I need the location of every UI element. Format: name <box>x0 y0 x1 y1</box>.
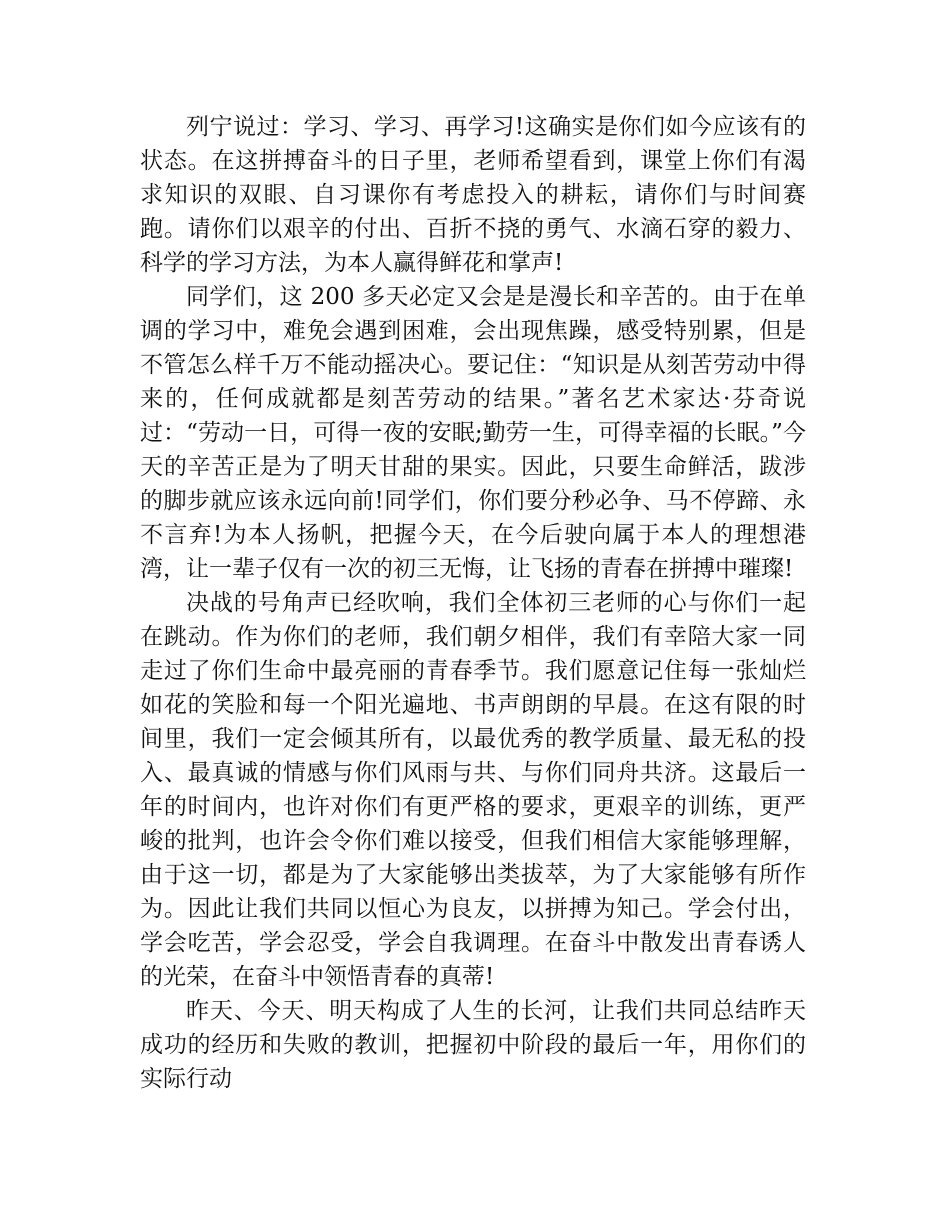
paragraph-3: 决战的号角声已经吹响，我们全体初三老师的心与你们一起在跳动。作为你们的老师，我们朝夕相伴，我们有幸陪大家一同走过了你们生命中最亮丽的青春季节。我们愿意记住每一张灿烂如花的笑脸和每一个阳光遍地、书声朗朗的早晨。在这有限的时间里，我们一定会倾其所有，以最优秀的教学质量、最无私的投入、最真诚的情感与你们风雨与共、与你们同舟共济。这最后一年的时间内，也许对你们有更严格的要求，更艰辛的训练，更严峻的批判，也许会令你们难以接受，但我们相信大家能够理解，由于这一切，都是为了大家能够出类拔萃，为了大家能够有所作为。因此让我们共同以恒心为良友，以拼搏为知己。学会付出，学会吃苦，学会忍受，学会自我调理。在奋斗中散发出青春诱人的光荣，在奋斗中领悟青春的真蒂! <box>140 590 806 990</box>
paragraph-2: 同学们，这 200 多天必定又会是是漫长和辛苦的。由于在单调的学习中，难免会遇到困难，会出现焦躁，感受特别累，但是不管怎么样千万不能动摇决心。要记住：“知识是从刻苦劳动中得来的，任何成就都是刻苦劳动的结果。”著名艺术家达·芬奇说过：“劳动一日，可得一夜的安眠;勤劳一生，可得幸福的长眠。”今天的辛苦正是为了明天甘甜的果实。因此，只要生命鲜活，跋涉的脚步就应该永远向前!同学们，你们要分秒必争、马不停蹄、永不言弃!为本人扬帆，把握今天，在今后驶向属于本人的理想港湾，让一辈子仅有一次的初三无悔，让飞扬的青春在拼搏中璀璨! <box>140 284 806 582</box>
paragraph-1: 列宁说过：学习、学习、再学习!这确实是你们如今应该有的状态。在这拼搏奋斗的日子里，老师希望看到，课堂上你们有渴求知识的双眼、自习课你有考虑投入的耕耘，请你们与时间赛跑。请你们以艰辛的付出、百折不挠的勇气、水滴石穿的毅力、科学的学习方法，为本人赢得鲜花和掌声! <box>140 114 806 276</box>
document-page <box>140 110 806 1096</box>
paragraph-4: 昨天、今天、明天构成了人生的长河，让我们共同总结昨天成功的经历和失败的教训，把握初中阶段的最后一年，用你们的实际行动 <box>140 998 806 1092</box>
